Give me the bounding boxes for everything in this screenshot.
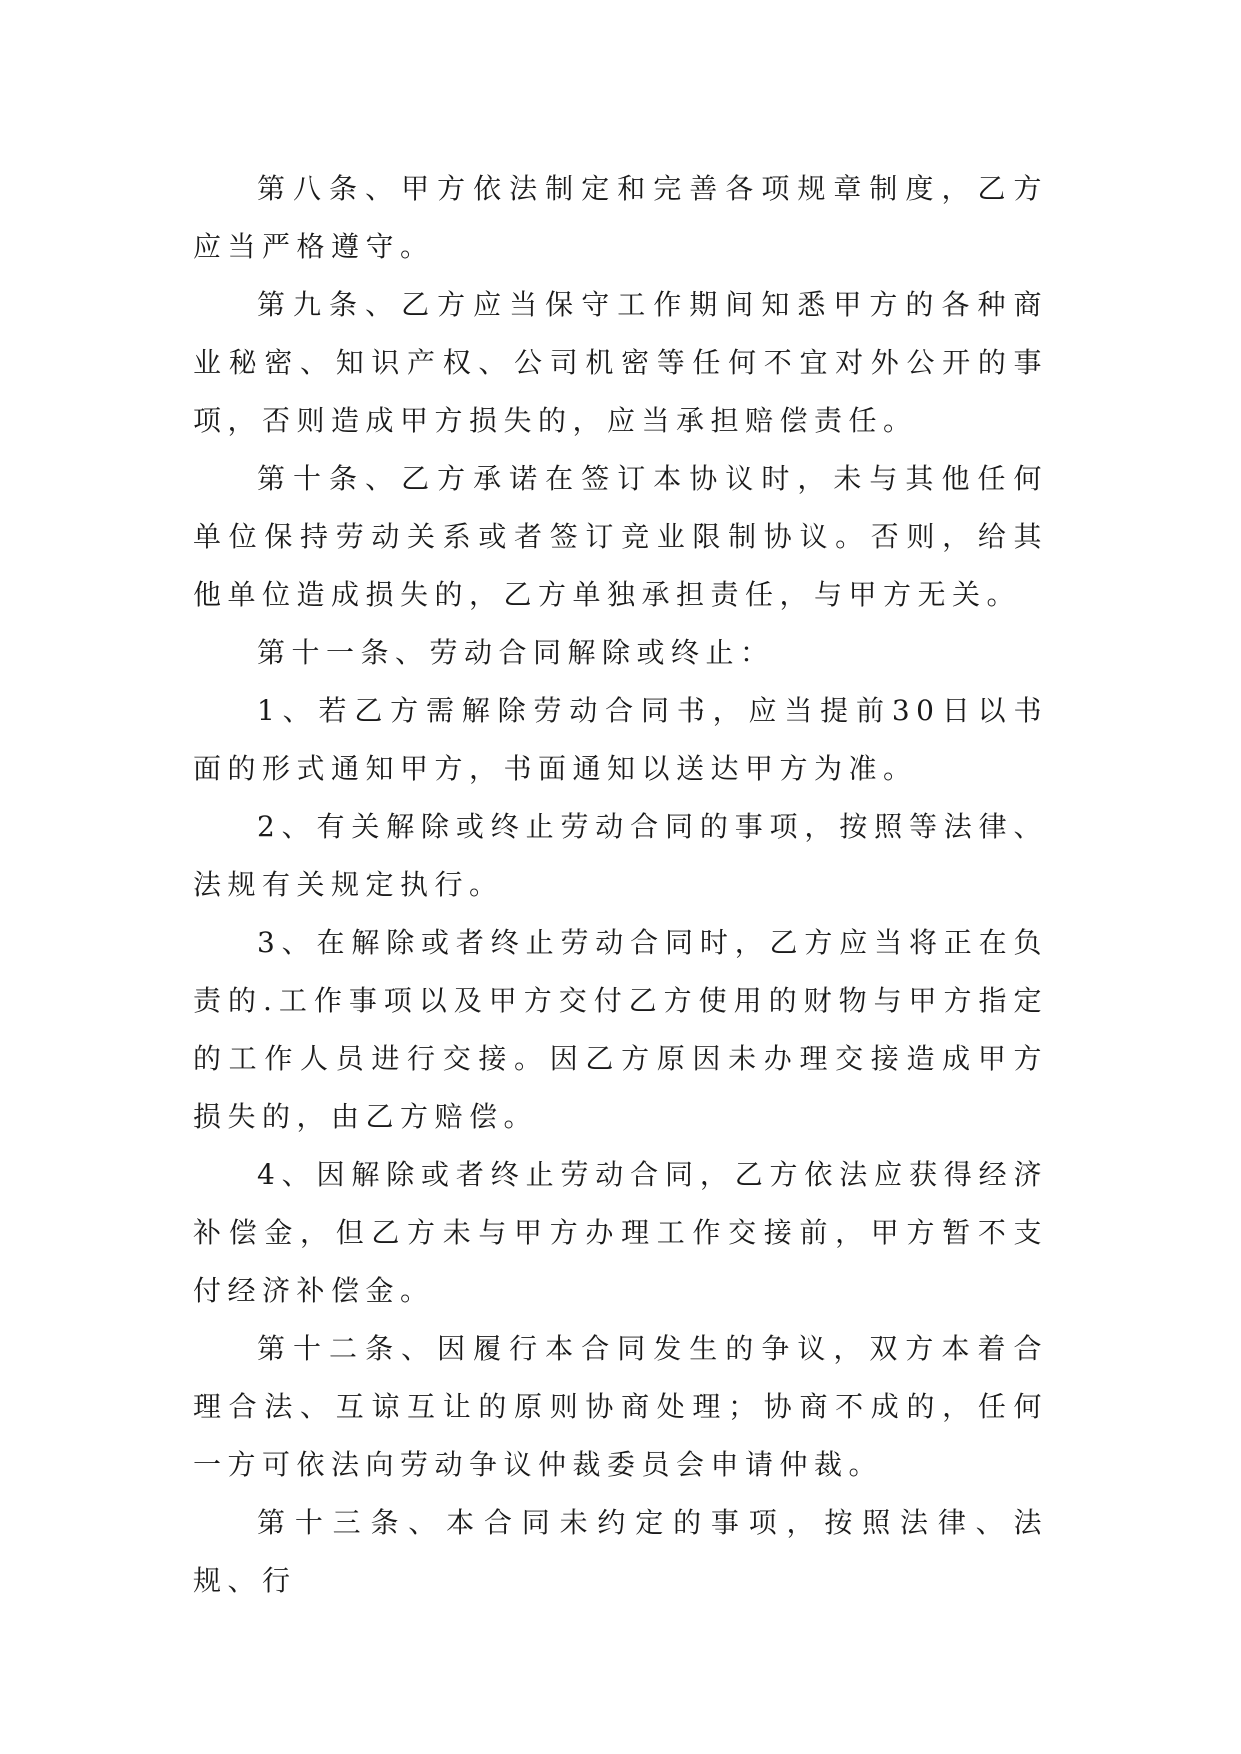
paragraph-item-2: 2、有关解除或终止劳动合同的事项，按照等法律、法规有关规定执行。 xyxy=(193,810,1048,901)
paragraph-article-11: 第十一条、劳动合同解除或终止： xyxy=(257,636,775,669)
paragraph-article-12: 第十二条、因履行本合同发生的争议，双方本着合理合法、互谅互让的原则协商处理；协商不成的，任何一方可依法向劳动争议仲裁委员会申请仲裁。 xyxy=(193,1332,1048,1481)
paragraph-item-3: 3、在解除或者终止劳动合同时，乙方应当将正在负责的.工作事项以及甲方交付乙方使用的财物与甲方指定的工作人员进行交接。因乙方原因未办理交接造成甲方损失的，由乙方赔偿。 xyxy=(193,926,1048,1133)
paragraph-article-9: 第九条、乙方应当保守工作期间知悉甲方的各种商业秘密、知识产权、公司机密等任何不宜对外公开的事项，否则造成甲方损失的，应当承担赔偿责任。 xyxy=(193,288,1048,437)
document-body xyxy=(193,160,1048,1610)
paragraph-article-10: 第十条、乙方承诺在签订本协议时，未与其他任何单位保持劳动关系或者签订竞业限制协议。否则，给其他单位造成损失的，乙方单独承担责任，与甲方无关。 xyxy=(193,462,1048,611)
paragraph-item-4: 4、因解除或者终止劳动合同，乙方依法应获得经济补偿金，但乙方未与甲方办理工作交接前，甲方暂不支付经济补偿金。 xyxy=(193,1158,1048,1307)
paragraph-article-13: 第十三条、本合同未约定的事项，按照法律、法规、行 xyxy=(193,1506,1048,1597)
paragraph-article-8: 第八条、甲方依法制定和完善各项规章制度，乙方应当严格遵守。 xyxy=(193,172,1048,263)
paragraph-item-1: 1、若乙方需解除劳动合同书，应当提前30日以书面的形式通知甲方，书面通知以送达甲方为准。 xyxy=(193,694,1048,785)
